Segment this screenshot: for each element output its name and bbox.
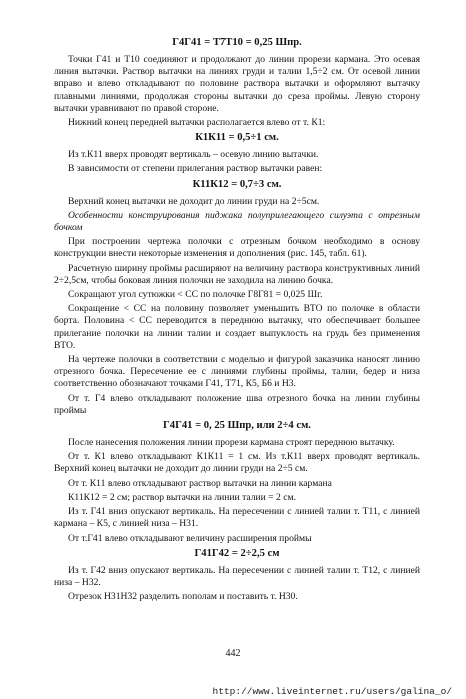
paragraph-lower-dart-end: Нижний конец передней вытачки располагается влево от т. К1: <box>68 117 326 129</box>
formula-k11k12: К11К12 = 0,7÷3 см. <box>192 178 282 190</box>
paragraph-k1k11-step: От т. К1 влево откладывают К1К11 = 1 см. Из т.К11 вверх проводят вертикаль. Верхний конец вытачки не доходит до линии груди на 2÷5 см. <box>54 451 420 475</box>
section-heading-side-panel: Особенности конструирования пиджака полуприлегающего силуэта с отрезным бочком <box>54 209 420 234</box>
footer-url: http://www.liveinternet.ru/users/galina_o/ <box>212 686 452 697</box>
paragraph-segment-h31h32: Отрезок Н31Н32 разделить пополам и поставить т. Н30. <box>68 591 298 603</box>
paragraph-upper-dart-end: Верхний конец вытачки не доходит до линии груди на 2÷5см. <box>68 195 320 207</box>
formula-g4g41-armhole: Г4Г41 = 0, 25 Шпр, или 2÷4 см. <box>163 420 311 432</box>
paragraph-dart-width-pocket: От т. К11 влево откладывают раствор вытачки на линии кармана <box>68 477 332 489</box>
paragraph-vertical-k11: Из т.К11 вверх проводят вертикаль – осевую линию вытачки. <box>68 149 319 161</box>
paragraph-armhole-width: Расчетную ширину проймы расширяют на величину раствора конструктивных линий 2÷2,5см, чтобы боковая линия полочки не заходила на линию бочка. <box>54 262 420 286</box>
paragraph-k11k12-value: К11К12 = 2 см; раствор вытачки на линии талии = 2 см. <box>68 491 296 503</box>
paragraph-vertical-g42: Из т. Г42 вниз опускают вертикаль. На пересечении с линией талии т. Т12, с линией низа – Н32. <box>54 564 420 588</box>
paragraph-angle-reduction-effect: Сокращение < СС на половину позволяет уменьшить ВТО по полочке в области борта. Половина < СС переводится в переднюю вытачку, что обеспечивает большее прилегание полочки на линии талии и создает выпуклость на грудь без применения ВТО. <box>54 303 420 351</box>
paragraph-front-dart: После нанесения положения линии прорези кармана строят переднюю вытачку. <box>68 437 395 449</box>
page-body <box>54 34 420 605</box>
paragraph-side-panel-line: На чертеже полочки в соответствии с моделью и фигурой заказчика наносят линию отрезного бочка. Пересечение ее с линиями глубины проймы, талии, бедер и низа соответственно обозначают точками Г41, Т71, К5, Б6 и Н3. <box>54 354 420 390</box>
formula-g4g41-t7t10: Г4Г41 = Т7Т10 = 0,25 Шпр. <box>172 37 302 48</box>
paragraph-armhole-extension: От т.Г41 влево откладывают величину расширения проймы <box>68 532 312 544</box>
paragraph-reduce-angle: Сокращают угол сутюжки < СС по полочке Г8Г81 = 0,025 Шг. <box>68 289 323 301</box>
paragraph-vertical-g41: Из т. Г41 вниз опускают вертикаль. На пересечении с линией талии т. Т11, с линией кармана – К5, с линией низа – Н31. <box>54 506 420 530</box>
paragraph-dart-axis: Точки Г41 и Т10 соединяют и продолжают до линии прорези кармана. Это осевая линия вытачки. Раствор вытачки на линиях груди и талии 1,5÷2 см. От осевой линии вправо и влево откладывают по половине раствора вытачки и оформляют вытачку плавными линиями, продолжая стороны вытачки до среза проймы. Левую сторону вытачки уравнивают по правой стороне. <box>54 54 420 114</box>
formula-k1k11: К1К11 = 0,5÷1 см. <box>195 132 279 144</box>
formula-g41g42: Г41Г42 = 2÷2,5 см <box>194 547 280 559</box>
paragraph-dart-width-dependency: В зависимости от степени прилегания раствор вытачки равен: <box>68 163 323 175</box>
page-number: 442 <box>225 648 241 659</box>
paragraph-construction-changes: При построении чертежа полочки с отрезным бочком необходимо в основу конструкции внести некоторые изменения и дополнения (рис. 145, табл. 61). <box>54 236 420 260</box>
paragraph-seam-position: От т. Г4 влево откладывают положение шва отрезного бочка на линии глубины проймы <box>54 392 420 416</box>
